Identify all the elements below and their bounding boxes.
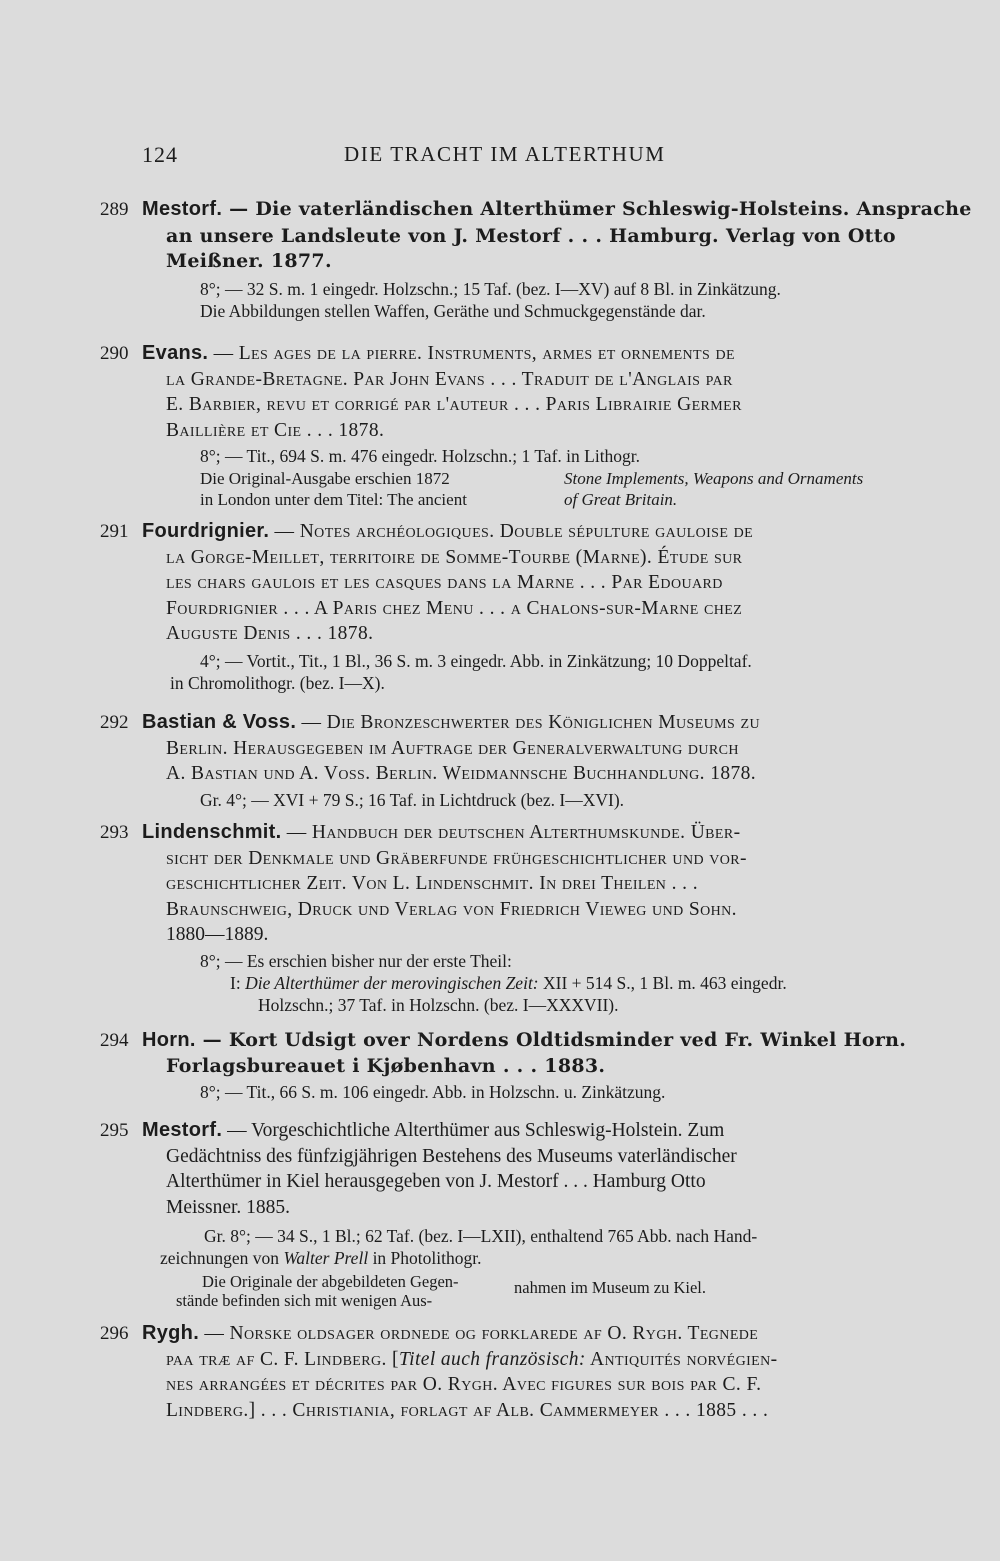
note-line: Die Originale der abgebildeten Gegen- [202,1272,459,1291]
entry-number: 292 [100,712,129,733]
page-number: 124 [142,142,178,167]
entry-title-line: Fourdrignier . . . A Paris chez Menu . . . a Chalons-sur-Marne chez [166,597,743,619]
entry-author: Mestorf. [142,1119,223,1141]
entry-title-line: la Grande-Bretagne. Par John Evans . . . Traduit de l'Anglais par [166,368,733,390]
note-column-left [200,468,467,510]
note-line: Die Original-Ausgabe erschien 1872 [200,469,450,488]
entry-title: — Norske oldsager ordnede og forklarede af O. Rygh. Tegnede [199,1323,759,1344]
entry-292 [100,710,900,812]
entry-title: — Die vaterländischen Alterthümer Schleswig-Holsteins. Ansprache [222,198,972,220]
note-column-right [564,468,863,510]
entry-title-line: Alterthümer in Kiel herausgegeben von J. Mestorf . . . Hamburg Otto [166,1171,706,1192]
entry-296 [100,1321,900,1423]
entry-title-line: Meissner. 1885. [166,1196,291,1218]
entry-289 [100,197,972,323]
entry-title-line: Auguste Denis . . . 1878. [166,623,374,644]
entry-title-line: nes arrangées et décrites par O. Rygh. Avec figures sur bois par C. F. [166,1374,762,1395]
entry-description: Holzschn.; 37 Taf. in Holzschn. (bez. I—XXXVII). [258,994,619,1015]
entry-description: 4°; — Vortit., Tit., 1 Bl., 36 S. m. 3 eingedr. Abb. in Zinkätzung; 10 Doppeltaf. [200,650,752,671]
entry-title-line: la Gorge-Meillet, territoire de Somme-Tourbe (Marne). Étude sur [166,546,743,568]
entry-title: — Kort Udsigt over Nordens Oldtidsminder ved Fr. Winkel Horn. [195,1029,907,1051]
entry-title-line: les chars gaulois et les casques dans la Marne . . . Par Edouard [166,572,723,593]
entry-description: in Chromolithogr. (bez. I—X). [170,672,385,693]
entry-294 [100,1028,907,1104]
entry-title-line: A. Bastian und A. Voss. Berlin. Weidmannsche Buchhandlung. 1878. [166,763,757,784]
entry-description: Gr. 4°; — XVI + 79 S.; 16 Taf. in Lichtdruck (bez. I—XVI). [200,789,625,810]
entry-description: I: Die Alterthümer der merovingischen Zeit: XII + 514 S., 1 Bl. m. 463 eingedr. [230,972,787,993]
entry-number: 294 [100,1030,129,1051]
entry-title-line: an unsere Landsleute von J. Mestorf . . . Hamburg. Verlag von Otto [166,224,896,247]
entry-description: zeichnungen von Walter Prell in Photolithogr. [160,1248,482,1268]
entry-title-line: Braunschweig, Druck und Verlag von Friedrich Vieweg und Sohn. [166,898,737,920]
running-head: DIE TRACHT IM ALTERTHUM [344,142,666,166]
entry-291 [100,519,900,695]
entry-title: — Notes archéologiques. Double sépulture gauloise de [269,521,754,542]
entry-title-line: Meißner. 1877. [166,250,332,272]
entry-title-line: E. Barbier, revu et corrigé par l'auteur . . . Paris Librairie Germer [166,394,742,415]
entry-title-line: Forlagsbureauet i Kjøbenhavn . . . 1883. [166,1054,606,1077]
entry-295 [100,1118,900,1316]
entry-description: Gr. 8°; — 34 S., 1 Bl.; 62 Taf. (bez. I—LXII), enthaltend 765 Abb. nach Hand- [204,1226,758,1246]
entry-title: — Handbuch der deutschen Alterthumskunde. Über- [281,822,741,843]
entry-description: 8°; — Tit., 694 S. m. 476 eingedr. Holzschn.; 1 Taf. in Lithogr. [200,446,641,466]
entry-title-line: Berlin. Herausgegeben im Auftrage der Generalverwaltung durch [166,737,739,759]
entry-title: — Les ages de la pierre. Instruments, armes et ornements de [208,343,735,364]
entry-title-line: Baillière et Cie . . . 1878. [166,419,385,441]
entry-number: 296 [100,1323,129,1344]
entry-title-line: geschichtlicher Zeit. Von L. Lindenschmit. In drei Theilen . . . [166,873,698,894]
entry-author: Evans. [142,342,209,364]
entry-author: Fourdrignier. [142,520,270,542]
entry-title: — Vorgeschichtliche Alterthümer aus Schleswig-Holstein. Zum [222,1120,725,1141]
entry-description: 8°; — 32 S. m. 1 eingedr. Holzschn.; 15 Taf. (bez. I—XV) auf 8 Bl. in Zinkätzung. [200,278,781,299]
note-line: of Great Britain. [564,490,678,509]
entry-number: 295 [100,1120,129,1141]
entry-293 [100,820,900,1017]
entry-note: Die Abbildungen stellen Waffen, Geräthe und Schmuckgegenstände dar. [200,300,706,321]
entry-number: 293 [100,822,129,843]
entry-title-line: Gedächtniss des fünfzigjährigen Bestehens des Museums vaterländischer [166,1145,737,1167]
note-line: in London unter dem Titel: The ancient [200,490,467,509]
entry-number: 291 [100,521,129,542]
note-column-right [514,1278,706,1297]
entry-title-line: sicht der Denkmale und Gräberfunde frühgeschichtlicher und vor- [166,847,747,869]
entry-author: Bastian & Voss. [142,711,297,733]
entry-number: 290 [100,343,129,364]
entry-290 [100,341,900,512]
note-line: nahmen im Museum zu Kiel. [514,1278,707,1297]
entry-author: Lindenschmit. [142,821,282,843]
page-header [0,142,1000,172]
note-column-left [176,1272,459,1310]
entry-author: Horn. [142,1029,196,1051]
entry-number: 289 [100,199,129,220]
entry-description: 8°; — Tit., 66 S. m. 106 eingedr. Abb. in Holzschn. u. Zinkätzung. [200,1082,666,1102]
entry-title-line: paa træ af C. F. Lindberg. [Titel auch französisch: Antiquités norvégien- [166,1348,778,1370]
entry-description: 8°; — Es erschien bisher nur der erste Theil: [200,950,512,971]
entry-title-line: 1880—1889. [166,924,269,945]
entry-title-line: Lindberg.] . . . Christiania, forlagt af Alb. Cammermeyer . . . 1885 . . . [166,1399,769,1421]
entry-author: Mestorf. [142,198,223,220]
entry-note-columns [100,468,900,512]
entry-title: — Die Bronzeschwerter des Königlichen Museums zu [296,712,760,733]
note-line: stände befinden sich mit wenigen Aus- [176,1291,433,1310]
entry-author: Rygh. [142,1322,200,1344]
note-line: Stone Implements, Weapons and Ornaments [564,469,864,488]
entry-note-columns [100,1272,900,1316]
